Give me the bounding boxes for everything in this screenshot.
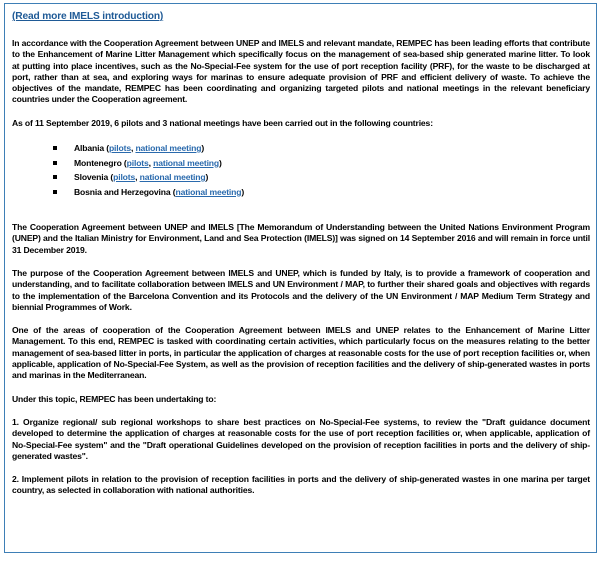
national-meeting-link[interactable]: national meeting <box>175 186 242 197</box>
spacer <box>12 211 590 222</box>
list-item: Albania (pilots, national meeting) <box>12 141 590 156</box>
national-meeting-link[interactable]: national meeting <box>153 157 220 168</box>
read-more-toggle[interactable]: (Read more IMELS introduction) <box>12 11 164 22</box>
intro-paragraph: In accordance with the Cooperation Agreement between UNEP and IMELS and relevant mandate, REMPEC has been leading efforts that contribute to the Enhancement of Marine Litter Management which specifically focus on the management of sea-based ship generated marine litter. To look at putting into place incentives, such as the No-Special-Fee system for the use of port reception facility (PRF), for the waste to be discharged at port, rather than at sea, and exploring ways for marinas to ensure adequate provision of PRF and efficient delivery of waste. To achieve the objectives of the mandate, REMPEC has been coordinating and organizing targeted pilots and national meetings in the relevant beneficiary countries under the Cooperation agreement. <box>12 38 590 105</box>
pilots-link[interactable]: pilots <box>126 157 149 168</box>
national-meeting-link[interactable]: national meeting <box>139 172 206 183</box>
list-item: Slovenia (pilots, national meeting) <box>12 170 590 185</box>
country-name: Bosnia and Herzegovina <box>74 186 171 197</box>
country-name: Slovenia <box>74 172 109 183</box>
country-name: Montenegro <box>74 157 122 168</box>
list-item: Montenegro (pilots, national meeting) <box>12 156 590 171</box>
agreement-paragraph: The Cooperation Agreement between UNEP and IMELS [The Memorandum of Understanding between the United Nations Environment Program (UNEP) and the Italian Ministry for Environment, Land and Sea Protection (IMELS)] was signed on 14 September 2016 and will remain in force until 31 December 2019. <box>12 222 590 255</box>
status-paragraph: As of 11 September 2019, 6 pilots and 3 national meetings have been carried out in the following countries: <box>12 117 433 128</box>
article-body <box>12 10 590 497</box>
content-panel <box>4 3 597 553</box>
national-meeting-link[interactable]: national meeting <box>135 143 202 154</box>
purpose-paragraph: The purpose of the Cooperation Agreement between IMELS and UNEP, which is funded by Italy, is to provide a framework of cooperation and understanding, and to facilitate collaboration between IMELS and UN Environment / MAP, to further their shared goals and objectives with regards to the implementation of the Barcelona Convention and its Protocols and the delivery of the UN Environment / MAP Medium Term Strategy and biennial Programmes of Work. <box>12 267 590 312</box>
country-name: Albania <box>74 143 104 154</box>
country-list <box>12 141 590 199</box>
topic-paragraph: Under this topic, REMPEC has been undertaking to: <box>12 393 217 404</box>
item-2-paragraph: 2. Implement pilots in relation to the provision of reception facilities in ports and the delivery of ship-generated wastes in one marina per target country, as selected in collaboration with national authorities. <box>12 474 590 496</box>
item-1-paragraph: 1. Organize regional/ sub regional workshops to share best practices on No-Special-Fee systems, to review the "Draft guidance document developed to determine the application of charges at reasonable costs for the use of port reception facilities or, when applicable, application of No-Special-Fee system" and the "Draft operational Guidelines developed on the provision of reception facilities in ports and the delivery of ship-generated wastes". <box>12 416 590 461</box>
pilots-link[interactable]: pilots <box>113 172 136 183</box>
pilots-link[interactable]: pilots <box>108 143 131 154</box>
list-item: Bosnia and Herzegovina (national meeting) <box>12 185 590 200</box>
areas-paragraph: One of the areas of cooperation of the Cooperation Agreement between IMELS and UNEP relates to the Enhancement of Marine Litter Management. To this end, REMPEC is tasked with coordinating certain activities, which particularly focus on the measures relating to the better management of sea-based litter in ports, in particular the application of charges at reasonable costs for the use of port reception facilities or, when applicable, application of No-Special-Fee System, as well as the provision of reception facilities and the delivery of ship-generated wastes in ports and marinas in the Mediterranean. <box>12 325 590 381</box>
